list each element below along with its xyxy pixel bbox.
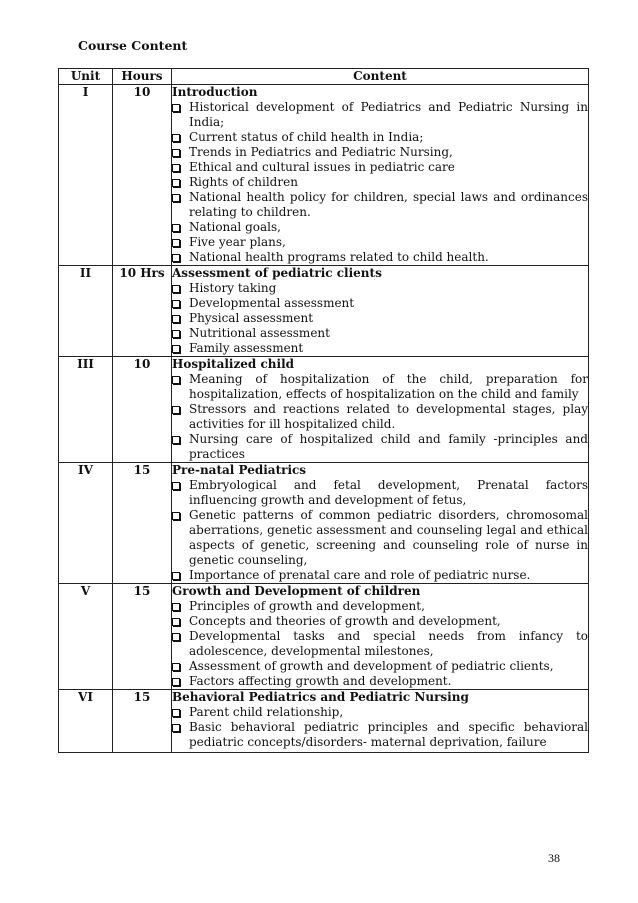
list-item-text: Five year plans, <box>189 235 286 249</box>
topic-list <box>172 705 588 750</box>
hours-cell: 15 <box>113 584 172 690</box>
unit-cell: VI <box>59 690 113 753</box>
list-item-text: Genetic patterns of common pediatric disorders, chromosomal aberrations, genetic assessment and counseling legal and ethical aspects of genetic, screening and counseling role of nurse in genetic counseling, <box>189 508 588 567</box>
list-item-text: Trends in Pediatrics and Pediatric Nursing, <box>189 145 453 159</box>
hours-cell: 10 <box>113 357 172 463</box>
list-item <box>172 281 588 296</box>
checkbox-bullet-icon <box>172 572 180 580</box>
unit-cell: III <box>59 357 113 463</box>
list-item <box>172 659 588 674</box>
list-item <box>172 432 588 462</box>
list-item <box>172 100 588 130</box>
checkbox-bullet-icon <box>172 254 180 262</box>
checkbox-bullet-icon <box>172 678 180 686</box>
list-item <box>172 705 588 720</box>
list-item-text: Developmental assessment <box>189 296 355 310</box>
list-item <box>172 599 588 614</box>
topic-list <box>172 100 588 265</box>
checkbox-bullet-icon <box>172 633 180 641</box>
list-item-text: Embryological and fetal development, Prenatal factors influencing growth and development of fetus, <box>189 478 588 507</box>
list-item <box>172 235 588 250</box>
list-item-text: Developmental tasks and special needs from infancy to adolescence, developmental milestones, <box>189 629 588 658</box>
list-item-text: Assessment of growth and development of pediatric clients, <box>189 659 554 673</box>
section-title: Course Content <box>78 38 188 53</box>
topic-list <box>172 281 588 356</box>
checkbox-bullet-icon <box>172 406 180 414</box>
hours-cell: 15 <box>113 463 172 584</box>
content-cell <box>172 266 589 357</box>
table-header-row <box>59 69 589 85</box>
list-item <box>172 341 588 356</box>
topic-list <box>172 599 588 689</box>
list-item <box>172 145 588 160</box>
checkbox-bullet-icon <box>172 149 180 157</box>
unit-title: Behavioral Pediatrics and Pediatric Nursing <box>172 690 469 704</box>
list-item-text: Physical assessment <box>189 311 314 325</box>
checkbox-bullet-icon <box>172 436 180 444</box>
table-body <box>59 85 589 753</box>
table-row <box>59 690 589 753</box>
list-item <box>172 250 588 265</box>
unit-title: Assessment of pediatric clients <box>172 266 382 280</box>
list-item <box>172 478 588 508</box>
topic-list <box>172 372 588 462</box>
checkbox-bullet-icon <box>172 300 180 308</box>
list-item-text: National health programs related to child health. <box>189 250 489 264</box>
checkbox-bullet-icon <box>172 179 180 187</box>
checkbox-bullet-icon <box>172 345 180 353</box>
list-item-text: Nursing care of hospitalized child and family -principles and practices <box>189 432 588 461</box>
checkbox-bullet-icon <box>172 104 180 112</box>
list-item-text: Nutritional assessment <box>189 326 330 340</box>
list-item <box>172 311 588 326</box>
checkbox-bullet-icon <box>172 663 180 671</box>
list-item <box>172 674 588 689</box>
table-row <box>59 463 589 584</box>
unit-title: Pre-natal Pediatrics <box>172 463 307 477</box>
list-item-text: Factors affecting growth and development. <box>189 674 452 688</box>
list-item-text: Stressors and reactions related to developmental stages, play activities for ill hospitalized child. <box>189 402 588 431</box>
list-item-text: Current status of child health in India; <box>189 130 424 144</box>
topic-list <box>172 478 588 583</box>
checkbox-bullet-icon <box>172 194 180 202</box>
list-item-text: Principles of growth and development, <box>189 599 425 613</box>
list-item <box>172 372 588 402</box>
content-cell <box>172 357 589 463</box>
list-item <box>172 614 588 629</box>
checkbox-bullet-icon <box>172 224 180 232</box>
table-row <box>59 357 589 463</box>
list-item-text: Meaning of hospitalization of the child, preparation for hospitalization, effects of hospitalization on the child and family <box>189 372 588 401</box>
page-number: 38 <box>548 851 560 865</box>
list-item-text: Parent child relationship, <box>189 705 344 719</box>
list-item-text: History taking <box>189 281 277 295</box>
list-item-text: Concepts and theories of growth and development, <box>189 614 501 628</box>
list-item <box>172 326 588 341</box>
checkbox-bullet-icon <box>172 618 180 626</box>
list-item <box>172 175 588 190</box>
content-cell <box>172 690 589 753</box>
header-hours: Hours <box>113 69 172 85</box>
checkbox-bullet-icon <box>172 315 180 323</box>
content-cell <box>172 463 589 584</box>
list-item-text: Basic behavioral pediatric principles and specific behavioral pediatric concepts/disorders- maternal deprivation, failure <box>189 720 588 749</box>
table-row <box>59 85 589 266</box>
checkbox-bullet-icon <box>172 724 180 732</box>
unit-cell: I <box>59 85 113 266</box>
unit-title: Hospitalized child <box>172 357 295 371</box>
list-item-text: Historical development of Pediatrics and Pediatric Nursing in India; <box>189 100 588 129</box>
list-item <box>172 190 588 220</box>
list-item <box>172 160 588 175</box>
checkbox-bullet-icon <box>172 376 180 384</box>
checkbox-bullet-icon <box>172 512 180 520</box>
list-item <box>172 568 588 583</box>
list-item-text: Rights of children <box>189 175 298 189</box>
table-row <box>59 266 589 357</box>
table-row <box>59 584 589 690</box>
list-item-text: National goals, <box>189 220 281 234</box>
list-item-text: Ethical and cultural issues in pediatric care <box>189 160 455 174</box>
checkbox-bullet-icon <box>172 285 180 293</box>
checkbox-bullet-icon <box>172 482 180 490</box>
checkbox-bullet-icon <box>172 164 180 172</box>
unit-cell: IV <box>59 463 113 584</box>
unit-title: Introduction <box>172 85 258 99</box>
content-cell <box>172 85 589 266</box>
hours-cell: 15 <box>113 690 172 753</box>
checkbox-bullet-icon <box>172 330 180 338</box>
checkbox-bullet-icon <box>172 239 180 247</box>
header-unit: Unit <box>59 69 113 85</box>
list-item <box>172 296 588 311</box>
list-item <box>172 629 588 659</box>
list-item-text: National health policy for children, special laws and ordinances relating to children. <box>189 190 588 219</box>
list-item <box>172 130 588 145</box>
unit-title: Growth and Development of children <box>172 584 421 598</box>
list-item-text: Importance of prenatal care and role of pediatric nurse. <box>189 568 531 582</box>
list-item <box>172 220 588 235</box>
checkbox-bullet-icon <box>172 709 180 717</box>
course-content-table <box>58 68 589 753</box>
list-item <box>172 720 588 750</box>
hours-cell: 10 <box>113 85 172 266</box>
list-item-text: Family assessment <box>189 341 304 355</box>
hours-cell: 10 Hrs <box>113 266 172 357</box>
unit-cell: V <box>59 584 113 690</box>
checkbox-bullet-icon <box>172 603 180 611</box>
list-item <box>172 508 588 568</box>
unit-cell: II <box>59 266 113 357</box>
content-cell <box>172 584 589 690</box>
header-content: Content <box>172 69 589 85</box>
checkbox-bullet-icon <box>172 134 180 142</box>
list-item <box>172 402 588 432</box>
